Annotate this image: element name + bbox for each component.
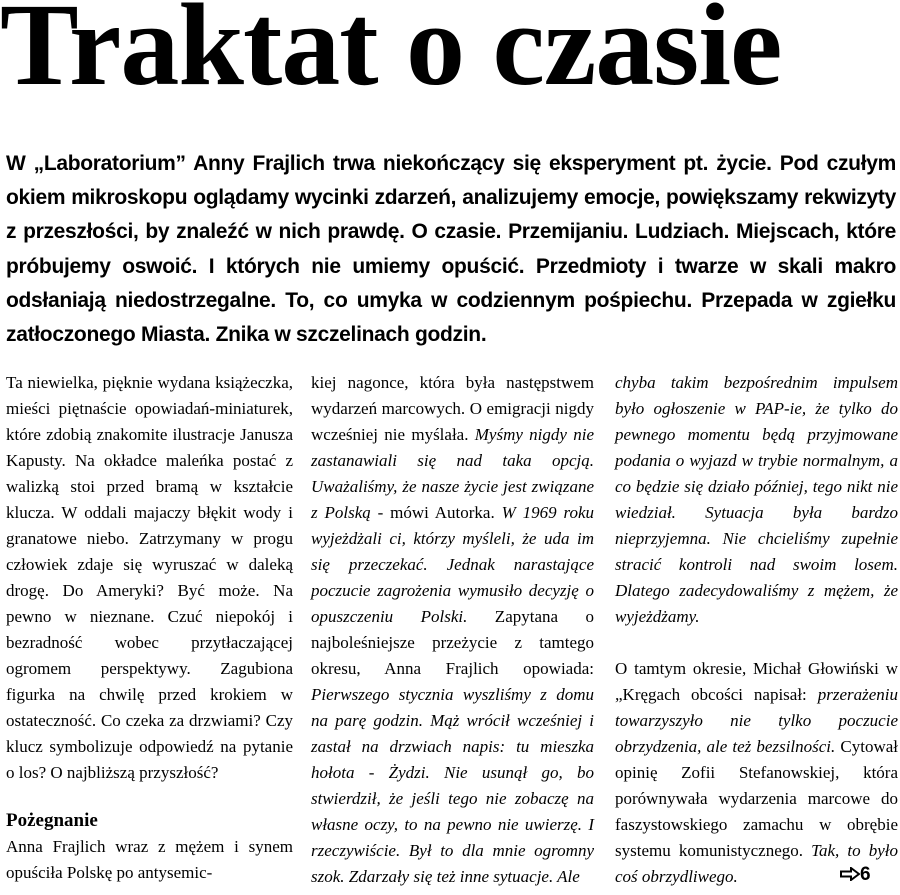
- quote-run: chyba takim bezpośrednim impulsem było ogłoszenie w PAP-ie, że tylko do pewnego momentu będą przyjmowane podania o wyjazd w trybie normalnym, a co będzie się działo później, tego nikt nie wiedział. Sytuacja była bardzo nieprzyjemna. Nie chcieliśmy zupełnie stracić kontroli nad swoim losem. Dlatego zadecydowaliśmy z mężem, że wyjeżdżamy.: [615, 373, 898, 626]
- page-number: 6: [860, 864, 871, 885]
- text-run: Cytował opinię Zofii Stefanowskiej, która porównywała wydarzenia marcowe do faszystowskiego zamachu w obrębie systemu komunistycznego.: [615, 737, 899, 860]
- text-run: O tamtym okresie, Michał Głowiński w „Kręgach obcości napisał:: [615, 659, 898, 704]
- section-heading: Pożegnanie: [6, 810, 98, 831]
- quote-run: przerażeniu towarzyszyło nie tylko poczucie obrzydzenia, ale też bezsilności.: [615, 685, 898, 756]
- text-run: - mówi Autorka.: [370, 503, 502, 522]
- body-paragraph: [311, 370, 594, 890]
- text-run: Zapytana o najboleśniejsze przeżycie z tamtego okresu, Anna Frajlich opowiada:: [311, 607, 594, 678]
- body-paragraph: Anna Frajlich wraz z mężem i synem opuściła Polskę po antysemic-: [6, 837, 293, 882]
- column-3: [615, 370, 898, 890]
- quote-run: W 1969 roku wyjeżdżali ci, którzy myśleli, że uda im się przeczekać. Jednak narastające poczucie zagrożenia wymusiło decyzję o opuszczeniu Polski.: [311, 503, 594, 626]
- quote-run: Tak, to było coś obrzydliwego.: [615, 841, 898, 886]
- column-1: [6, 370, 293, 886]
- continue-arrow-icon: [840, 867, 860, 881]
- body-paragraph: [615, 656, 898, 890]
- continued-on-page: [840, 862, 871, 888]
- lead-paragraph: W „Laboratorium” Anny Frajlich trwa niekończący się eksperyment pt. życie. Pod czułym okiem mikroskopu oglądamy wycinki zdarzeń, analizujemy emocje, powiększamy rekwizyty z przeszłości, by znaleźć w nich prawdę. O czasie. Przemijaniu. Ludziach. Miejscach, które próbujemy oswoić. I których nie umiemy opuścić. Przedmioty i twarze w skali makro odsłaniają niedostrzegalne. To, co umyka w codziennym pośpiechu. Przepada w zgiełku zatłoczonego Miasta. Znika w szczelinach godzin.: [6, 152, 896, 347]
- body-paragraph: [615, 370, 898, 630]
- body-paragraph: Ta niewielka, pięknie wydana książeczka, mieści piętnaście opowiadań-miniaturek, które zdobią znakomite ilustracje Janusza Kapusty. Na okładce maleńka postać z walizką stoi przed bramą w kształcie klucza. W oddali majaczy błękit wody i granatowe niebo. Zatrzymany w progu człowiek zdaje się wyruszać w daleką drogę. Do Ameryki? Być może. Na pewno w nieznane. Czuć niepokój i bezradność wobec przytłaczającej ogromem perspektywy. Zagubiona figurka na chwilę przed krokiem w ostateczność. Co czeka za drzwiami? Czy klucz symbolizuje odpowiedź na pytanie o los? O najbliższą przyszłość?: [6, 373, 293, 782]
- column-2: [311, 370, 594, 890]
- article-title: Traktat o czasie: [0, 0, 782, 110]
- quote-run: Pierwszego stycznia wyszliśmy z domu na parę godzin. Mąż wrócił wcześniej i zastał na drzwiach napis: tu mieszka hołota - Żydzi. Nie usunął go, bo stwierdził, że jeśli tego nie zobaczę na własne oczy, to na pewno nie uwierzę. I rzeczywiście. Był to dla mnie ogromny szok. Zdarzały się też inne sytuacje. Ale: [311, 685, 594, 886]
- text-run: kiej nagonce, która była następstwem wydarzeń marcowych. O emigracji nigdy wcześniej nie myślała.: [311, 373, 594, 444]
- quote-run: Myśmy nigdy nie zastanawiali się nad taka opcją. Uważaliśmy, że nasze życie jest związane z Polską: [311, 425, 594, 522]
